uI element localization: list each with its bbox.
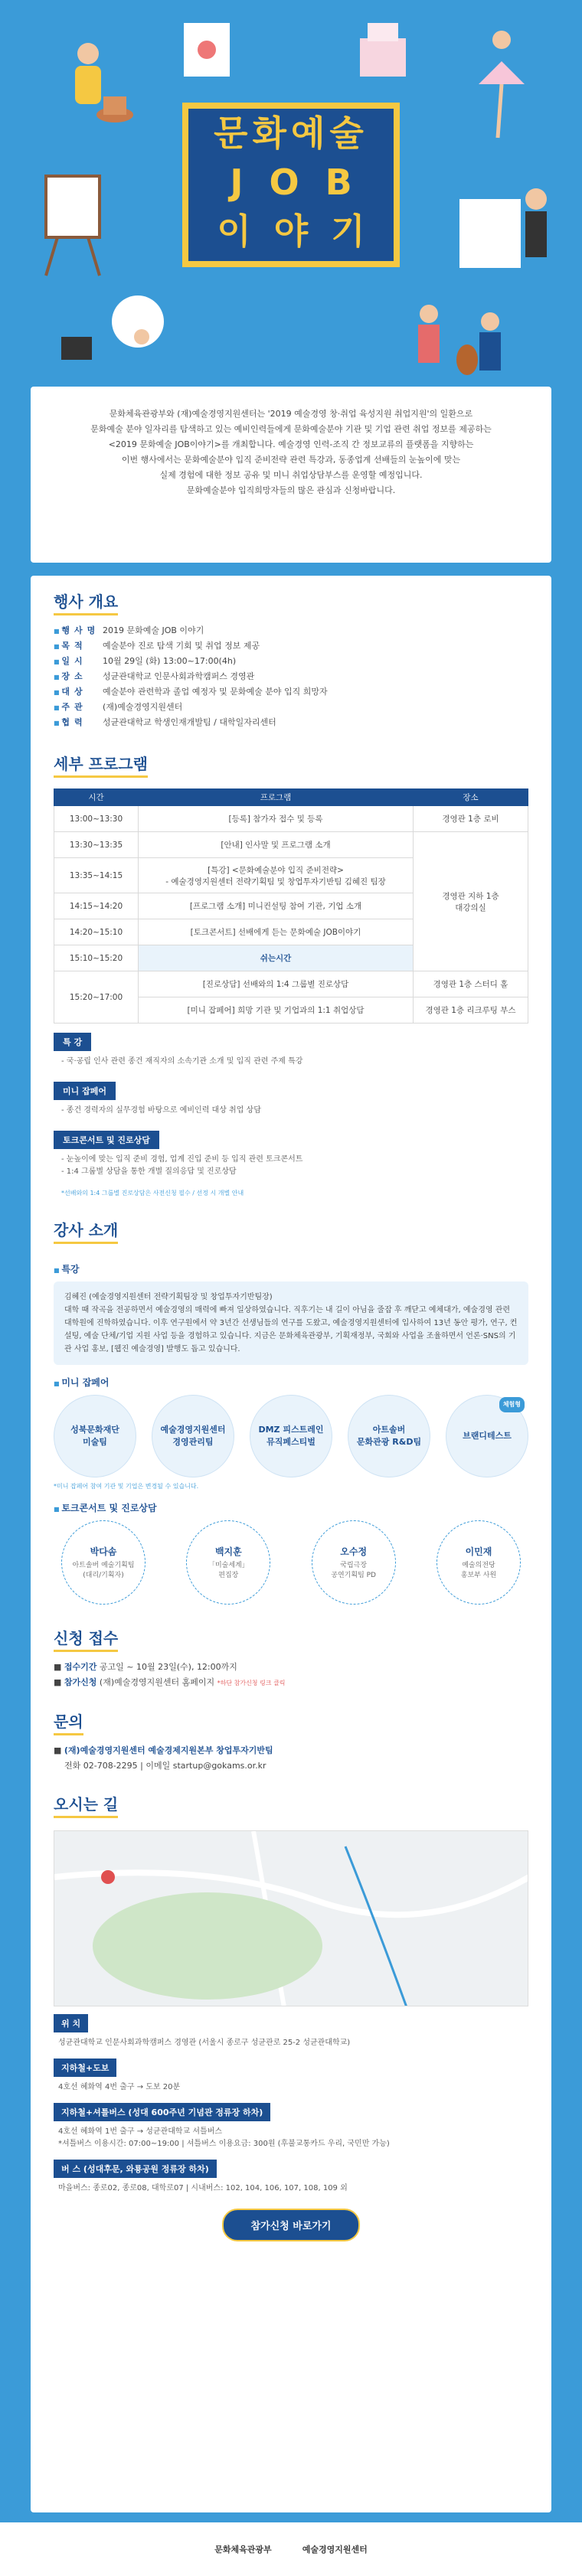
overview-row [54, 700, 528, 715]
program-item: [안내] 인사말 및 프로그램 소개 [139, 832, 414, 858]
overview-row [54, 669, 528, 684]
location-tag: 버 스 (성대후문, 와룡공원 정류장 하차) [54, 2160, 217, 2178]
apply-period-key: 접수기간 [64, 1662, 97, 1672]
overview-heading: 행사 개요 [54, 589, 118, 615]
overview-key: ■ 협력 [54, 715, 103, 730]
special-subheading: ■ 특강 [54, 1262, 528, 1275]
overview-key: ■ 대상 [54, 684, 103, 700]
tag-note: - 국·공립 인사 관련 종건 재직자의 소속기관 소개 및 입직 관련 주제 특강 [61, 1057, 303, 1066]
program-item: [등록] 참가자 접수 및 등록 [139, 806, 414, 832]
person-name: 오수정 [340, 1546, 368, 1557]
ballerina-illustration [459, 23, 544, 161]
apply-link-button[interactable]: 참가신청 바로가기 [222, 2209, 360, 2241]
person-name: 백지훈 [214, 1546, 242, 1557]
person-name: 박다솜 [90, 1546, 117, 1557]
person-desc: 아트솔버 예술기획팀 (대리/기획자) [72, 1561, 135, 1579]
overview-value: 10월 29일 (화) 13:00~17:00(4h) [103, 656, 237, 666]
overview-value: 성균관대학교 학생인재개발팀 / 대학일자리센터 [103, 717, 276, 727]
jobfair-item [446, 1395, 528, 1477]
program-time: 14:20~15:10 [54, 919, 139, 945]
hero-banner [0, 0, 582, 421]
location-tag: 지하철+셔틀버스 (성대 600주년 기념관 정류장 하차) [54, 2103, 270, 2121]
program-place: 경영관 1층 스터디 홀 [414, 971, 528, 997]
footer [0, 2522, 582, 2576]
location-heading: 오시는 길 [54, 1792, 118, 1818]
footer-org-ministry: 문화체육관광부 [214, 2545, 272, 2555]
overview-key: ■ 장소 [54, 669, 103, 684]
intro-card [31, 387, 551, 563]
intro-line: 문화체육관광부와 (재)예술경영지원센터는 '2019 예술경영 창·취업 육성지원 취업지원'의 일환으로 [109, 409, 473, 419]
lecturer-bio: 김혜진 (예술경영지원센터 전략기획팀장 및 창업투자기반팀장) 대학 때 작곡을 전공하면서 예술경영의 매력에 빠져 일상하였습니다. 직후기는 내 길이 아님을 줄잡 후 깨닫고 예체대가, 예술경영 관련 대학원에 진학하였습니다. 이후 연구원에서 약 3년간 선생님들의 연구를 도왔고, 예술경영지원센터에 입사하여 13년 동안 평가, 연구, 컨설팅, 예술 단체/기업 지원 사업 등을 경험하고 있습니다. 지금은 문화체육관광부, 기획재정부, 국회와 사업을 조율하면서 언론·SNS의 기관 사업 홍보, [웹진 예술경영] 발행도 돕고 있습니다. [54, 1281, 528, 1365]
tag-lecture: 특 강 [54, 1033, 91, 1051]
intro-line: 문화예술 분야 일자리를 탐색하고 있는 예비인력들에게 문화예술분야 기관 및 기업 관련 취업 정보를 제공하는 [90, 424, 492, 434]
overview-value: (재)예술경영지원센터 [103, 702, 183, 712]
map-pin-icon [101, 1870, 115, 1884]
overview-row [54, 684, 528, 700]
contact-heading: 문의 [54, 1709, 83, 1735]
jobfair-item: 아트솔버 문화관광 R&D팀 [348, 1395, 430, 1477]
intro-line: 문화예술분야 입직희망자들의 많은 관심과 신청바랍니다. [186, 485, 396, 495]
jobfair-list [54, 1395, 528, 1477]
contact-org: ■ (재)예술경영지원센터 예술경제지원본부 창업투자기반팀 [54, 1745, 273, 1755]
experience-badge: 체험형 [499, 1397, 525, 1412]
people-list [54, 1520, 528, 1605]
apply-heading: 신청 접수 [54, 1626, 118, 1652]
program-item: 쉬는시간 [139, 945, 414, 971]
program-heading: 세부 프로그램 [54, 752, 148, 778]
person-name: 이민재 [465, 1546, 492, 1557]
lecturer-heading: 강사 소개 [54, 1218, 118, 1244]
person-desc: 국립극장 공연기획팀 PD [331, 1561, 376, 1579]
person-card [61, 1520, 146, 1605]
location-value: 마을버스: 종로02, 종로08, 대학로07 | 시내버스: 102, 104, 106, 107, 108, 109 외 [58, 2184, 348, 2192]
overview-value: 성균관대학교 인문사회과학캠퍼스 경영관 [103, 671, 255, 681]
overview-row [54, 638, 528, 654]
table-row [54, 806, 528, 832]
easel-illustration [23, 161, 130, 283]
apply-method-value: (재)예술경영지원센터 홈페이지 [99, 1677, 215, 1687]
table-row [54, 971, 528, 997]
jobfair-note: *미니 잡페어 참여 기관 및 기업은 변경될 수 있습니다. [54, 1483, 199, 1490]
overview-value: 2019 문화예술 JOB 이야기 [103, 625, 204, 635]
program-time: 15:20~17:00 [54, 971, 139, 1024]
program-table [54, 788, 528, 1024]
program-header-program: 프로그램 [139, 789, 414, 806]
program-header-time: 시간 [54, 789, 139, 806]
program-time: 13:30~13:35 [54, 832, 139, 858]
tag-note-small: *선배와의 1:4 그룹별 진로상담은 사전신청 필수 / 선정 시 개별 안내 [61, 1190, 244, 1197]
overview-key: ■ 행사명 [54, 623, 103, 638]
program-header-place: 장소 [414, 789, 528, 806]
program-place: 경영관 1층 리크루팅 부스 [414, 997, 528, 1024]
main-card [31, 576, 551, 2512]
program-item: [특강] <문화예술분야 입직 준비전략> - 예술경영지원센터 전략기획팀 및 창업투자기반팀 김혜진 팀장 [139, 858, 414, 893]
contact-info: 전화 02-708-2295 | 이메일 startup@gokams.or.kr [64, 1761, 266, 1771]
intro-line: 실제 경험에 대한 정보 공유 및 미니 취업상담부스를 운영할 예정입니다. [159, 470, 423, 480]
tag-jobfair: 미니 잡페어 [54, 1082, 116, 1100]
painter-illustration [168, 15, 253, 92]
intro-line: <2019 문화예술 JOB이야기>를 개최합니다. 예술경영 인력-조직 간 정보교류의 플랫폼을 지향하는 [108, 439, 474, 449]
program-time: 14:15~14:20 [54, 893, 139, 919]
jobfair-item: 예술경영지원센터 경영관리팀 [152, 1395, 234, 1477]
person-card [436, 1520, 521, 1605]
table-row [54, 832, 528, 858]
cake-illustration [337, 8, 429, 92]
person-desc: 예술의전당 홍보부 사원 [460, 1561, 497, 1579]
hero-title-line3: 이야기 [217, 211, 388, 252]
overview-key: ■ 목적 [54, 638, 103, 654]
program-item: [토크콘서트] 선배에게 듣는 문화예술 JOB이야기 [139, 919, 414, 945]
footer-org-center: 예술경영지원센터 [302, 2545, 368, 2555]
hero-title-box [182, 103, 400, 267]
location-tag: 위 치 [54, 2014, 88, 2032]
hero-title-line1: 문화예술 [214, 113, 368, 154]
potter-illustration [46, 31, 138, 145]
person-card [312, 1520, 396, 1605]
overview-row [54, 654, 528, 669]
photographer-illustration [46, 291, 184, 398]
program-time: 13:35~14:15 [54, 858, 139, 893]
tag-talkconcert: 토크콘서트 및 진로상담 [54, 1131, 159, 1149]
jobfair-item: DMZ 피스트레인 뮤직페스티벌 [250, 1395, 332, 1477]
overview-list [54, 623, 528, 730]
apply-method: ■ 참가신청 (재)예술경영지원센터 홈페이지 *하단 참가신청 링크 클릭 [54, 1677, 286, 1687]
tag-note: - 종건 경력자의 실무경험 바탕으로 예비인력 대상 취업 상담 [61, 1106, 261, 1115]
talk-subheading: ■ 토크콘서트 및 진로상담 [54, 1501, 528, 1514]
program-place: 경영관 지하 1층 대강의실 [414, 832, 528, 971]
overview-value: 예술분야 관련학과 졸업 예정자 및 문화예술 분야 입직 희망자 [103, 687, 328, 697]
jobfair-item-label: 브랜디테스트 [463, 1431, 512, 1441]
map-graphic [54, 1831, 528, 2006]
jobfair-item: 성북문화재단 미술팀 [54, 1395, 136, 1477]
chef-illustration [452, 168, 559, 276]
tag-note: - 눈높이에 맞는 입직 준비 경험, 업계 진입 준비 등 입직 관련 토크콘서트 - 1:4 그룹별 상담을 통한 개별 질의응답 및 진로상담 [61, 1155, 303, 1176]
program-item: [프로그램 소개] 미니컨설팅 참여 기관, 기업 소개 [139, 893, 414, 919]
overview-key: ■ 주관 [54, 700, 103, 715]
apply-period: ■ 접수기간 공고일 ~ 10월 23일(수), 12:00까지 [54, 1662, 237, 1672]
musicians-illustration [398, 283, 536, 398]
program-place: 경영관 1층 로비 [414, 806, 528, 832]
location-map[interactable] [54, 1830, 528, 2006]
location-tag: 지하철+도보 [54, 2059, 116, 2077]
overview-key: ■ 일시 [54, 654, 103, 669]
contact-org-name: (재)예술경영지원센터 예술경제지원본부 창업투자기반팀 [64, 1745, 273, 1755]
jobfair-subheading: ■ 미니 잡페어 [54, 1376, 528, 1389]
person-card [186, 1520, 270, 1605]
location-value: 4호선 혜화역 1번 출구 → 성균관대학교 셔틀버스 *셔틀버스 이용시간: 07:00~19:00 | 셔틀버스 이용요금: 300원 (후불교통카드 우리, 국민만 가능) [58, 2127, 390, 2148]
apply-method-note: *하단 참가신청 링크 클릭 [217, 1680, 286, 1686]
person-desc: 「미술세계」 편집장 [208, 1561, 249, 1579]
overview-row [54, 715, 528, 730]
program-time: 13:00~13:30 [54, 806, 139, 832]
location-value: 성균관대학교 인문사회과학캠퍼스 경영관 (서울시 종로구 성균관로 25-2 성균관대학교) [58, 2039, 351, 2047]
program-item: [미니 잡페어] 희망 기관 및 기업과의 1:1 취업상담 [139, 997, 414, 1024]
overview-value: 예술분야 진로 탐색 기회 및 취업 정보 제공 [103, 641, 260, 651]
hero-title-line2: JOB [230, 162, 378, 203]
program-item: [진로상담] 선배와의 1:4 그룹별 진로상담 [139, 971, 414, 997]
apply-period-value: 공고일 ~ 10월 23일(수), 12:00까지 [99, 1662, 237, 1672]
overview-row [54, 623, 528, 638]
apply-method-key: 참가신청 [64, 1677, 97, 1687]
intro-line: 이번 행사에서는 문화예술분야 입직 준비전략 관련 특강과, 동종업계 선배들의 눈높이에 맞는 [121, 455, 461, 465]
location-value: 4호선 혜화역 4번 출구 → 도보 20분 [58, 2083, 181, 2091]
program-time: 15:10~15:20 [54, 945, 139, 971]
